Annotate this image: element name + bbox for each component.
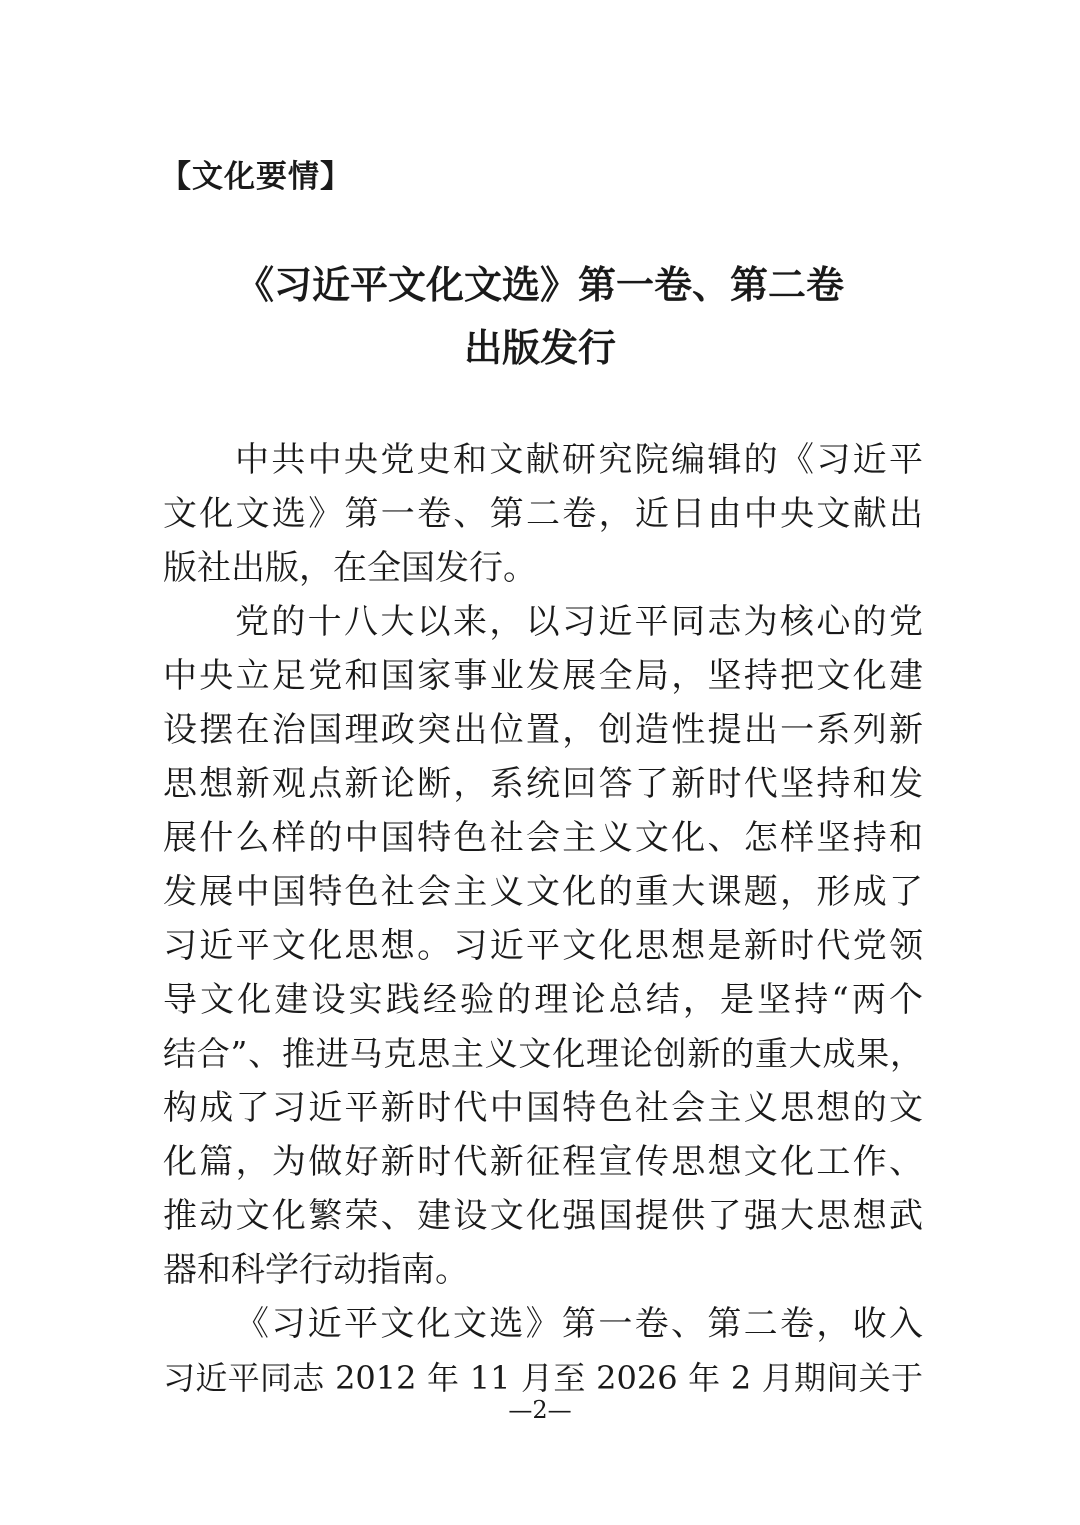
body-line: 中共中央党史和文献研究院编辑的《习近平 (235, 440, 923, 480)
body-line: 习近平文化思想。习近平文化思想是新时代党领 (163, 926, 923, 966)
body-line: 器和科学行动指南。 (163, 1250, 469, 1290)
body-line: 设摆在治国理政突出位置，创造性提出一系列新 (163, 710, 923, 750)
body-line: 版社出版，在全国发行。 (163, 548, 537, 588)
body-line: 导文化建设实践经验的理论总结，是坚持“两个 (163, 980, 923, 1020)
body-line: 构成了习近平新时代中国特色社会主义思想的文 (163, 1088, 923, 1128)
page-number: —2— (508, 1396, 572, 1424)
body-line: 中央立足党和国家事业发展全局，坚持把文化建 (163, 656, 923, 696)
section-tag: 【文化要情】 (160, 159, 352, 195)
body-line: 文化文选》第一卷、第二卷，近日由中央文献出 (163, 494, 923, 534)
body-line: 《习近平文化文选》第一卷、第二卷，收入 (235, 1304, 923, 1344)
article-title-line-2: 出版发行 (463, 325, 616, 370)
body-line: 推动文化繁荣、建设文化强国提供了强大思想武 (163, 1196, 923, 1236)
body-line: 发展中国特色社会主义文化的重大课题，形成了 (163, 872, 923, 912)
body-line: 党的十八大以来，以习近平同志为核心的党 (235, 602, 923, 642)
article-body (163, 433, 923, 1405)
article-title-line-1: 《习近平文化文选》第一卷、第二卷 (235, 262, 844, 307)
body-line: 展什么样的中国特色社会主义文化、怎样坚持和 (163, 818, 923, 858)
body-line: 化篇，为做好新时代新征程宣传思想文化工作、 (163, 1142, 923, 1182)
body-line: 习近平同志 2012 年 11 月至 2026 年 2 月期间关于 (163, 1359, 923, 1397)
body-line: 结合”、推进马克思主义文化理论创新的重大成果， (163, 1034, 923, 1073)
body-line: 思想新观点新论断，系统回答了新时代坚持和发 (163, 764, 923, 804)
